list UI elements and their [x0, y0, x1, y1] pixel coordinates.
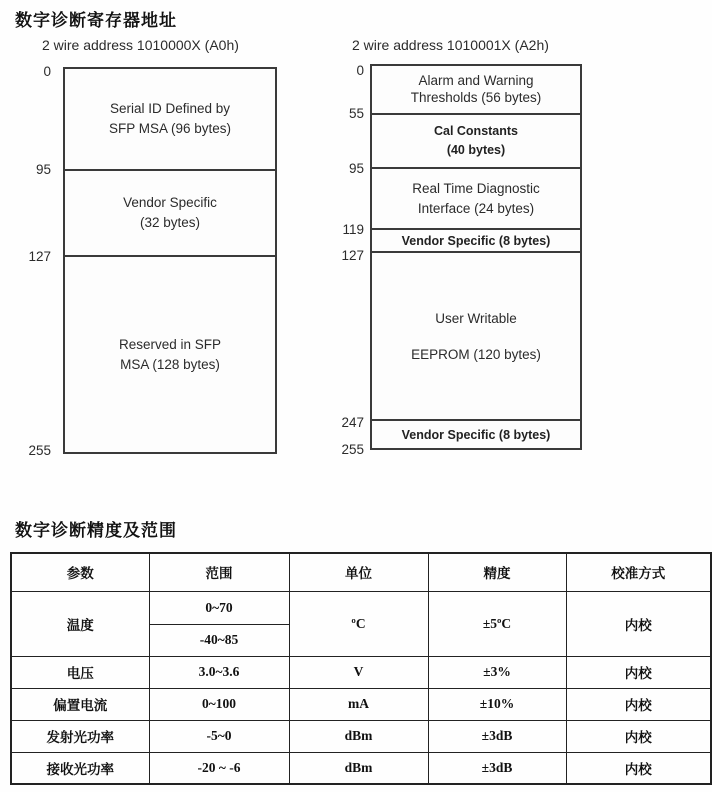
- table-row-bias-current: [11, 688, 711, 720]
- memory-block-line: (32 bytes): [139, 215, 201, 231]
- cell-calibration: 内校: [566, 656, 711, 688]
- table-row-temperature: [11, 591, 711, 624]
- address-label-a0-0: 0: [43, 64, 51, 79]
- memory-block-line: SFP MSA (96 bytes): [108, 121, 232, 137]
- address-label-a0-255: 255: [28, 443, 51, 458]
- cell-range: -5~0: [149, 720, 289, 752]
- cell-unit: dBm: [289, 720, 428, 752]
- cell-param: 发射光功率: [11, 720, 149, 752]
- cell-calibration: 内校: [566, 720, 711, 752]
- cell-accuracy: ±3%: [428, 656, 566, 688]
- memory-block-line: Serial ID Defined by: [109, 101, 231, 117]
- cell-range: 3.0~3.6: [149, 656, 289, 688]
- cell-calibration: 内校: [566, 688, 711, 720]
- cell-param: 偏置电流: [11, 688, 149, 720]
- address-label-a0-95: 95: [35, 162, 51, 177]
- diagram-a0-header: 2 wire address 1010000X (A0h): [42, 37, 239, 53]
- cell-accuracy: ±3dB: [428, 752, 566, 784]
- memory-block-user-writable-eeprom: [372, 253, 580, 421]
- memory-block-line: Vendor Specific (8 bytes): [401, 233, 551, 248]
- memory-block-real-time-diagnostic: [372, 169, 580, 230]
- memory-block-line: User Writable: [435, 310, 517, 326]
- col-header-range: 范围: [149, 553, 289, 591]
- memory-block-line: (40 bytes): [446, 143, 506, 158]
- col-header-unit: 单位: [289, 553, 428, 591]
- memory-block-line: Interface (24 bytes): [417, 201, 535, 217]
- address-label-a2-55: 55: [348, 106, 364, 121]
- section-title-accuracy-range: 数字诊断精度及范围: [15, 521, 177, 540]
- section-title-register-map: 数字诊断寄存器地址: [15, 11, 177, 30]
- address-label-a2-247: 247: [341, 415, 364, 430]
- memory-map-a0: [63, 67, 277, 454]
- address-label-a2-119: 119: [342, 222, 364, 237]
- memory-block-reserved: [65, 257, 275, 452]
- cell-range: 0~100: [149, 688, 289, 720]
- memory-block-line: Thresholds (56 bytes): [410, 90, 542, 106]
- diagnostic-accuracy-table: [10, 552, 712, 785]
- cell-calibration: 内校: [566, 752, 711, 784]
- col-header-accuracy: 精度: [428, 553, 566, 591]
- memory-block-vendor-specific-8a: [372, 230, 580, 253]
- address-label-a2-255: 255: [341, 442, 364, 457]
- memory-block-serial-id: [65, 69, 275, 171]
- memory-block-cal-constants: [372, 115, 580, 169]
- cell-unit: ºC: [289, 591, 428, 656]
- cell-accuracy: ±3dB: [428, 720, 566, 752]
- table-row-rx-power: [11, 752, 711, 784]
- col-header-parameter: 参数: [11, 553, 149, 591]
- memory-block-line: Cal Constants: [433, 124, 519, 139]
- memory-block-line: Real Time Diagnostic: [412, 181, 540, 197]
- diagram-a2-header: 2 wire address 1010001X (A2h): [352, 37, 549, 53]
- cell-param: 温度: [11, 591, 149, 656]
- cell-calibration: 内校: [566, 591, 711, 656]
- cell-range: -40~85: [149, 624, 289, 656]
- memory-block-vendor-specific-32: [65, 171, 275, 257]
- memory-map-a2: [370, 64, 582, 450]
- cell-unit: mA: [289, 688, 428, 720]
- memory-block-line: Alarm and Warning: [418, 73, 534, 89]
- address-label-a2-95: 95: [348, 161, 364, 176]
- cell-accuracy: ±5ºC: [428, 591, 566, 656]
- col-header-calibration: 校准方式: [566, 553, 711, 591]
- cell-unit: V: [289, 656, 428, 688]
- table-header-row: [11, 553, 711, 591]
- memory-block-vendor-specific-8b: [372, 421, 580, 448]
- cell-range: 0~70: [149, 591, 289, 624]
- memory-block-alarm-thresholds: [372, 66, 580, 115]
- memory-block-line: Reserved in SFP: [118, 337, 222, 353]
- cell-param: 电压: [11, 656, 149, 688]
- memory-block-line: Vendor Specific: [123, 195, 217, 211]
- cell-param: 接收光功率: [11, 752, 149, 784]
- cell-unit: dBm: [289, 752, 428, 784]
- table-row-tx-power: [11, 720, 711, 752]
- cell-accuracy: ±10%: [428, 688, 566, 720]
- cell-range: -20 ~ -6: [149, 752, 289, 784]
- memory-block-line: MSA (128 bytes): [120, 357, 220, 373]
- memory-block-line: Vendor Specific (8 bytes): [401, 427, 551, 442]
- memory-block-line: EEPROM (120 bytes): [411, 346, 541, 362]
- address-label-a0-127: 127: [28, 249, 51, 264]
- table-row-voltage: [11, 656, 711, 688]
- address-label-a2-127: 127: [341, 248, 364, 263]
- address-label-a2-0: 0: [356, 63, 364, 78]
